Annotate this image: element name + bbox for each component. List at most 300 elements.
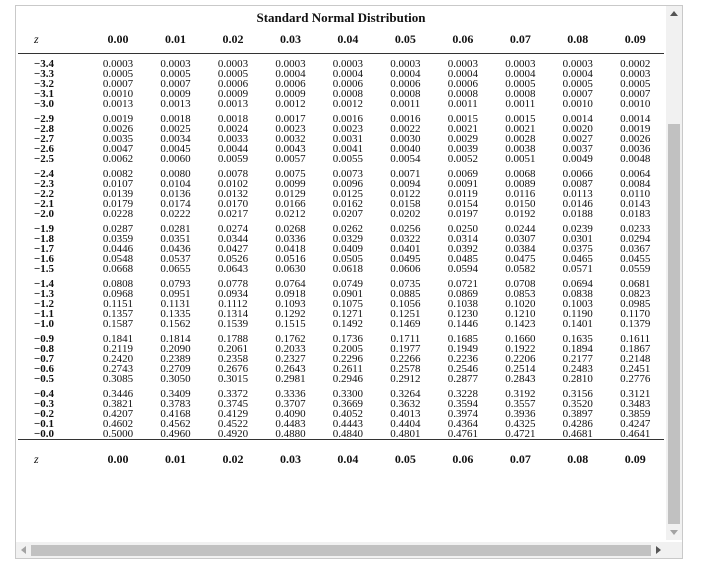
probability-cell: 0.0057	[275, 153, 306, 165]
probability-cell: 0.2061	[217, 343, 249, 355]
probability-cell: 0.1003	[562, 298, 593, 310]
document-content	[18, 8, 664, 540]
probability-cell: 0.0793	[160, 278, 191, 290]
probability-cell: 0.0082	[102, 168, 134, 180]
probability-cell: 0.0392	[447, 243, 478, 255]
probability-cell: 0.0066	[562, 168, 593, 180]
probability-cell: 0.1762	[275, 333, 306, 345]
probability-cell: 0.0024	[217, 123, 249, 135]
column-header: 0.03	[262, 440, 319, 467]
probability-cell: 0.4013	[390, 408, 421, 420]
footer-row	[18, 440, 664, 467]
probability-cell: 0.5000	[102, 428, 134, 440]
probability-cell: 0.2451	[620, 363, 651, 375]
probability-cell: 0.0606	[390, 263, 421, 275]
probability-cell: 0.0005	[160, 68, 191, 80]
probability-cell: 0.0015	[447, 113, 478, 125]
probability-cell: 0.4562	[160, 418, 191, 430]
probability-cell: 0.0013	[160, 98, 191, 110]
probability-cell: 0.0012	[275, 98, 306, 110]
z-value: −0.5	[34, 373, 55, 385]
probability-cell: 0.0031	[332, 133, 364, 145]
probability-cell: 0.4404	[390, 418, 421, 430]
probability-cell: 0.0034	[160, 133, 191, 145]
probability-cell: 0.0516	[275, 253, 306, 265]
z-value: −0.4	[34, 388, 55, 400]
probability-cell: 0.1562	[160, 318, 191, 330]
z-column-label: z	[18, 440, 89, 467]
probability-cell: 0.0006	[390, 78, 421, 90]
probability-cell: 0.0287	[102, 223, 134, 235]
probability-cell: 0.0020	[562, 123, 593, 135]
probability-cell: 0.0096	[332, 178, 364, 190]
probability-cell: 0.0418	[275, 243, 306, 255]
horizontal-scroll-thumb[interactable]	[31, 545, 651, 556]
probability-cell: 0.0465	[562, 253, 593, 265]
probability-cell: 0.1660	[505, 333, 536, 345]
probability-cell: 0.3557	[505, 398, 536, 410]
probability-cell: 0.0526	[217, 253, 249, 265]
probability-cell: 0.1056	[390, 298, 421, 310]
probability-cell: 0.1093	[275, 298, 306, 310]
scroll-up-arrow-icon[interactable]	[670, 11, 678, 16]
probability-cell: 0.0968	[102, 288, 134, 300]
z-value: −1.9	[34, 223, 55, 235]
probability-cell: 0.0036	[620, 143, 651, 155]
column-header: 0.06	[434, 440, 491, 467]
z-value: −0.8	[34, 343, 55, 355]
column-header: 0.00	[89, 440, 146, 467]
probability-cell: 0.0853	[505, 288, 536, 300]
probability-cell: 0.3372	[217, 388, 249, 400]
probability-cell: 0.0010	[562, 98, 593, 110]
probability-cell: 0.3050	[160, 373, 191, 385]
probability-cell: 0.0023	[275, 123, 306, 135]
probability-cell: 0.2358	[217, 353, 249, 365]
column-header: 0.02	[204, 440, 261, 467]
probability-cell: 0.0250	[447, 223, 478, 235]
probability-cell: 0.0049	[562, 153, 593, 165]
probability-cell: 0.0003	[390, 58, 421, 70]
probability-cell: 0.0069	[447, 168, 478, 180]
probability-cell: 0.1357	[102, 308, 134, 320]
probability-cell: 0.0158	[390, 198, 421, 210]
probability-cell: 0.0170	[217, 198, 249, 210]
column-header: 0.03	[262, 25, 319, 54]
probability-cell: 0.0630	[275, 263, 306, 275]
probability-cell: 0.1230	[447, 308, 478, 320]
probability-cell: 0.1788	[217, 333, 249, 345]
probability-cell: 0.0030	[390, 133, 421, 145]
z-value: −0.1	[34, 418, 55, 430]
probability-cell: 0.0336	[275, 233, 306, 245]
probability-cell: 0.0044	[217, 143, 249, 155]
probability-cell: 0.0294	[620, 233, 651, 245]
probability-cell: 0.0005	[562, 78, 593, 90]
probability-cell: 0.0228	[102, 208, 134, 220]
probability-cell: 0.2005	[332, 343, 364, 355]
probability-cell: 0.0008	[332, 88, 364, 100]
probability-cell: 0.3859	[620, 408, 651, 420]
probability-cell: 0.0013	[102, 98, 134, 110]
probability-cell: 0.4681	[562, 428, 593, 440]
probability-cell: 0.0009	[160, 88, 191, 100]
probability-cell: 0.0162	[332, 198, 364, 210]
probability-cell: 0.0011	[505, 98, 536, 110]
probability-cell: 0.0028	[505, 133, 536, 145]
probability-cell: 0.1151	[103, 298, 133, 310]
z-value: −2.4	[34, 168, 55, 180]
probability-cell: 0.1314	[217, 308, 249, 320]
probability-cell: 0.0071	[390, 168, 421, 180]
probability-cell: 0.1841	[102, 333, 134, 345]
probability-cell: 0.0268	[275, 223, 306, 235]
probability-cell: 0.3897	[562, 408, 593, 420]
probability-cell: 0.1038	[447, 298, 478, 310]
probability-cell: 0.0384	[505, 243, 536, 255]
probability-cell: 0.0281	[160, 223, 191, 235]
probability-cell: 0.4286	[562, 418, 593, 430]
probability-cell: 0.0026	[102, 123, 134, 135]
probability-cell: 0.2266	[390, 353, 421, 365]
probability-cell: 0.1894	[562, 343, 593, 355]
z-value: −0.6	[34, 363, 55, 375]
probability-cell: 0.0314	[447, 233, 478, 245]
z-value: −3.1	[34, 88, 55, 100]
probability-cell: 0.3821	[102, 398, 134, 410]
probability-cell: 0.0039	[447, 143, 478, 155]
z-table	[18, 25, 664, 466]
probability-cell: 0.0150	[505, 198, 536, 210]
table-row	[18, 374, 664, 384]
probability-cell: 0.0008	[505, 88, 536, 100]
probability-cell: 0.0094	[390, 178, 421, 190]
probability-cell: 0.0002	[620, 58, 651, 70]
probability-cell: 0.0003	[332, 58, 364, 70]
probability-cell: 0.0006	[217, 78, 249, 90]
probability-cell: 0.0005	[620, 78, 651, 90]
scroll-right-arrow-icon[interactable]	[656, 546, 661, 554]
z-value: −0.3	[34, 398, 55, 410]
probability-cell: 0.3974	[447, 408, 478, 420]
probability-cell: 0.0016	[390, 113, 421, 125]
probability-cell: 0.0062	[102, 153, 134, 165]
probability-cell: 0.0043	[275, 143, 306, 155]
probability-cell: 0.1379	[620, 318, 651, 330]
z-value: −2.8	[34, 123, 55, 135]
probability-cell: 0.0060	[160, 153, 191, 165]
probability-cell: 0.0004	[562, 68, 593, 80]
probability-cell: 0.0025	[160, 123, 191, 135]
z-value: −0.2	[34, 408, 55, 420]
probability-cell: 0.3745	[217, 398, 249, 410]
probability-cell: 0.0068	[505, 168, 536, 180]
probability-cell: 0.0322	[390, 233, 421, 245]
z-value: −2.3	[34, 178, 55, 190]
probability-cell: 0.0104	[160, 178, 191, 190]
probability-cell: 0.3446	[102, 388, 134, 400]
probability-cell: 0.2946	[332, 373, 364, 385]
probability-cell: 0.1335	[160, 308, 191, 320]
z-value: −1.4	[34, 278, 55, 290]
probability-cell: 0.1423	[505, 318, 536, 330]
probability-cell: 0.1814	[160, 333, 191, 345]
probability-cell: 0.1210	[505, 308, 536, 320]
probability-cell: 0.0643	[217, 263, 249, 275]
probability-cell: 0.0018	[217, 113, 249, 125]
probability-cell: 0.0222	[160, 208, 191, 220]
probability-cell: 0.3192	[505, 388, 536, 400]
probability-cell: 0.0032	[275, 133, 306, 145]
probability-cell: 0.0040	[390, 143, 421, 155]
probability-cell: 0.0764	[275, 278, 306, 290]
probability-cell: 0.0099	[275, 178, 306, 190]
vertical-scroll-thumb[interactable]	[668, 124, 680, 524]
probability-cell: 0.3121	[620, 388, 651, 400]
probability-cell: 0.0004	[447, 68, 478, 80]
z-value: −3.4	[34, 58, 55, 70]
probability-cell: 0.4090	[275, 408, 306, 420]
probability-cell: 0.0010	[102, 88, 134, 100]
table-title: Standard Normal Distribution	[256, 10, 426, 25]
probability-cell: 0.2236	[447, 353, 478, 365]
probability-cell: 0.4207	[102, 408, 134, 420]
probability-cell: 0.2877	[447, 373, 478, 385]
scroll-down-arrow-icon[interactable]	[670, 530, 678, 535]
table-row	[18, 429, 664, 440]
probability-cell: 0.0007	[102, 78, 134, 90]
probability-cell: 0.0367	[620, 243, 651, 255]
probability-cell: 0.0078	[217, 168, 249, 180]
column-header: 0.09	[607, 25, 664, 54]
probability-cell: 0.0427	[217, 243, 249, 255]
probability-cell: 0.4602	[102, 418, 134, 430]
probability-cell: 0.1446	[447, 318, 478, 330]
probability-cell: 0.0207	[332, 208, 364, 220]
probability-cell: 0.0012	[332, 98, 364, 110]
probability-cell: 0.0003	[447, 58, 478, 70]
probability-cell: 0.2676	[217, 363, 249, 375]
probability-cell: 0.0038	[505, 143, 536, 155]
probability-cell: 0.4052	[332, 408, 364, 420]
probability-cell: 0.0594	[447, 263, 478, 275]
probability-cell: 0.2981	[275, 373, 306, 385]
probability-cell: 0.3783	[160, 398, 191, 410]
probability-cell: 0.1251	[390, 308, 421, 320]
probability-cell: 0.0015	[505, 113, 536, 125]
probability-cell: 0.2810	[562, 373, 593, 385]
column-header: 0.05	[377, 440, 434, 467]
vertical-scrollbar[interactable]	[666, 6, 682, 540]
probability-cell: 0.1922	[505, 343, 536, 355]
probability-cell: 0.3409	[160, 388, 191, 400]
probability-cell: 0.0005	[217, 68, 249, 80]
probability-cell: 0.0375	[562, 243, 593, 255]
probability-cell: 0.0107	[102, 178, 134, 190]
probability-cell: 0.0475	[505, 253, 536, 265]
probability-cell: 0.0003	[275, 58, 306, 70]
probability-cell: 0.3336	[275, 388, 306, 400]
probability-cell: 0.2296	[332, 353, 364, 365]
z-value: −3.3	[34, 68, 55, 80]
probability-cell: 0.0125	[332, 188, 364, 200]
probability-cell: 0.1611	[620, 333, 651, 345]
table-row	[18, 264, 664, 274]
probability-cell: 0.0005	[102, 68, 134, 80]
probability-cell: 0.0359	[102, 233, 134, 245]
probability-cell: 0.0485	[447, 253, 478, 265]
probability-cell: 0.0401	[390, 243, 421, 255]
probability-cell: 0.1736	[332, 333, 364, 345]
probability-cell: 0.0244	[505, 223, 536, 235]
probability-cell: 0.1711	[390, 333, 421, 345]
z-value: −2.1	[34, 198, 55, 210]
probability-cell: 0.0004	[332, 68, 364, 80]
probability-cell: 0.0239	[562, 223, 593, 235]
probability-cell: 0.0052	[447, 153, 478, 165]
z-value: −2.6	[34, 143, 55, 155]
probability-cell: 0.0054	[390, 153, 421, 165]
probability-cell: 0.3156	[562, 388, 593, 400]
probability-cell: 0.0087	[562, 178, 593, 190]
probability-cell: 0.0212	[275, 208, 306, 220]
probability-cell: 0.1539	[217, 318, 249, 330]
probability-cell: 0.2843	[505, 373, 536, 385]
probability-cell: 0.0495	[390, 253, 421, 265]
column-header: 0.07	[492, 25, 549, 54]
probability-cell: 0.0014	[562, 113, 593, 125]
probability-cell: 0.4325	[505, 418, 536, 430]
probability-cell: 0.4168	[160, 408, 191, 420]
z-value: −3.2	[34, 78, 55, 90]
probability-cell: 0.0006	[447, 78, 478, 90]
z-value: −1.8	[34, 233, 55, 245]
probability-cell: 0.0256	[390, 223, 421, 235]
probability-cell: 0.3264	[390, 388, 421, 400]
probability-cell: 0.4920	[217, 428, 249, 440]
z-value: −2.9	[34, 113, 55, 125]
probability-cell: 0.0146	[562, 198, 593, 210]
probability-cell: 0.0051	[505, 153, 536, 165]
probability-cell: 0.0019	[620, 123, 651, 135]
probability-cell: 0.1292	[275, 308, 306, 320]
document-viewport	[15, 5, 683, 559]
probability-cell: 0.2206	[505, 353, 536, 365]
horizontal-scrollbar[interactable]	[16, 542, 666, 558]
probability-cell: 0.2776	[620, 373, 651, 385]
probability-cell: 0.3669	[332, 398, 364, 410]
probability-cell: 0.2420	[102, 353, 134, 365]
probability-cell: 0.0064	[620, 168, 651, 180]
probability-cell: 0.0174	[160, 198, 191, 210]
probability-cell: 0.0202	[390, 208, 421, 220]
probability-cell: 0.0301	[562, 233, 593, 245]
probability-cell: 0.0885	[390, 288, 421, 300]
z-value: −1.5	[34, 263, 55, 275]
probability-cell: 0.1469	[390, 318, 421, 330]
probability-cell: 0.4522	[217, 418, 249, 430]
z-column-label: z	[18, 25, 89, 54]
column-header: 0.02	[204, 25, 261, 54]
probability-cell: 0.0059	[217, 153, 249, 165]
probability-cell: 0.0006	[332, 78, 364, 90]
probability-cell: 0.0022	[390, 123, 421, 135]
probability-cell: 0.1131	[160, 298, 191, 310]
probability-cell: 0.0681	[620, 278, 651, 290]
table-row	[18, 209, 664, 219]
probability-cell: 0.0009	[275, 88, 306, 100]
column-header: 0.08	[549, 25, 606, 54]
probability-cell: 0.0029	[447, 133, 478, 145]
column-header: 0.09	[607, 440, 664, 467]
probability-cell: 0.0436	[160, 243, 191, 255]
probability-cell: 0.0102	[217, 178, 249, 190]
probability-cell: 0.0073	[332, 168, 364, 180]
probability-cell: 0.2546	[447, 363, 478, 375]
probability-cell: 0.4960	[160, 428, 191, 440]
probability-cell: 0.0823	[620, 288, 651, 300]
probability-cell: 0.0119	[447, 188, 478, 200]
probability-cell: 0.4721	[505, 428, 536, 440]
z-value: −2.5	[34, 153, 55, 165]
probability-cell: 0.0003	[217, 58, 249, 70]
probability-cell: 0.1977	[390, 343, 421, 355]
probability-cell: 0.1170	[620, 308, 651, 320]
z-value: −1.2	[34, 298, 55, 310]
probability-cell: 0.0008	[447, 88, 478, 100]
probability-cell: 0.0004	[275, 68, 306, 80]
probability-cell: 0.0045	[160, 143, 191, 155]
probability-cell: 0.0136	[160, 188, 191, 200]
probability-cell: 0.0351	[160, 233, 191, 245]
probability-cell: 0.0262	[332, 223, 364, 235]
z-value: −1.7	[34, 243, 55, 255]
table-row	[18, 99, 664, 109]
probability-cell: 0.2327	[275, 353, 306, 365]
probability-cell: 0.3632	[390, 398, 421, 410]
probability-cell: 0.2148	[620, 353, 651, 365]
probability-cell: 0.4641	[620, 428, 651, 440]
probability-cell: 0.1492	[332, 318, 364, 330]
z-value: −2.2	[34, 188, 55, 200]
probability-cell: 0.4801	[390, 428, 421, 440]
probability-cell: 0.0013	[217, 98, 249, 110]
probability-cell: 0.1020	[505, 298, 536, 310]
probability-cell: 0.2389	[160, 353, 191, 365]
column-header: 0.01	[147, 440, 204, 467]
probability-cell: 0.4129	[217, 408, 249, 420]
probability-cell: 0.0003	[562, 58, 593, 70]
probability-cell: 0.0455	[620, 253, 651, 265]
probability-cell: 0.0014	[620, 113, 651, 125]
probability-cell: 0.0091	[447, 178, 478, 190]
probability-cell: 0.0901	[332, 288, 364, 300]
probability-cell: 0.1635	[562, 333, 593, 345]
probability-cell: 0.0735	[390, 278, 421, 290]
probability-cell: 0.4364	[447, 418, 478, 430]
probability-cell: 0.2483	[562, 363, 593, 375]
probability-cell: 0.3015	[217, 373, 249, 385]
table-row	[18, 154, 664, 164]
z-value: −3.0	[34, 98, 55, 110]
probability-cell: 0.0080	[160, 168, 191, 180]
column-header: 0.08	[549, 440, 606, 467]
probability-cell: 0.0003	[505, 58, 536, 70]
probability-cell: 0.3936	[505, 408, 536, 420]
probability-cell: 0.0089	[505, 178, 536, 190]
table-row	[18, 319, 664, 329]
scroll-left-arrow-icon[interactable]	[21, 546, 26, 554]
